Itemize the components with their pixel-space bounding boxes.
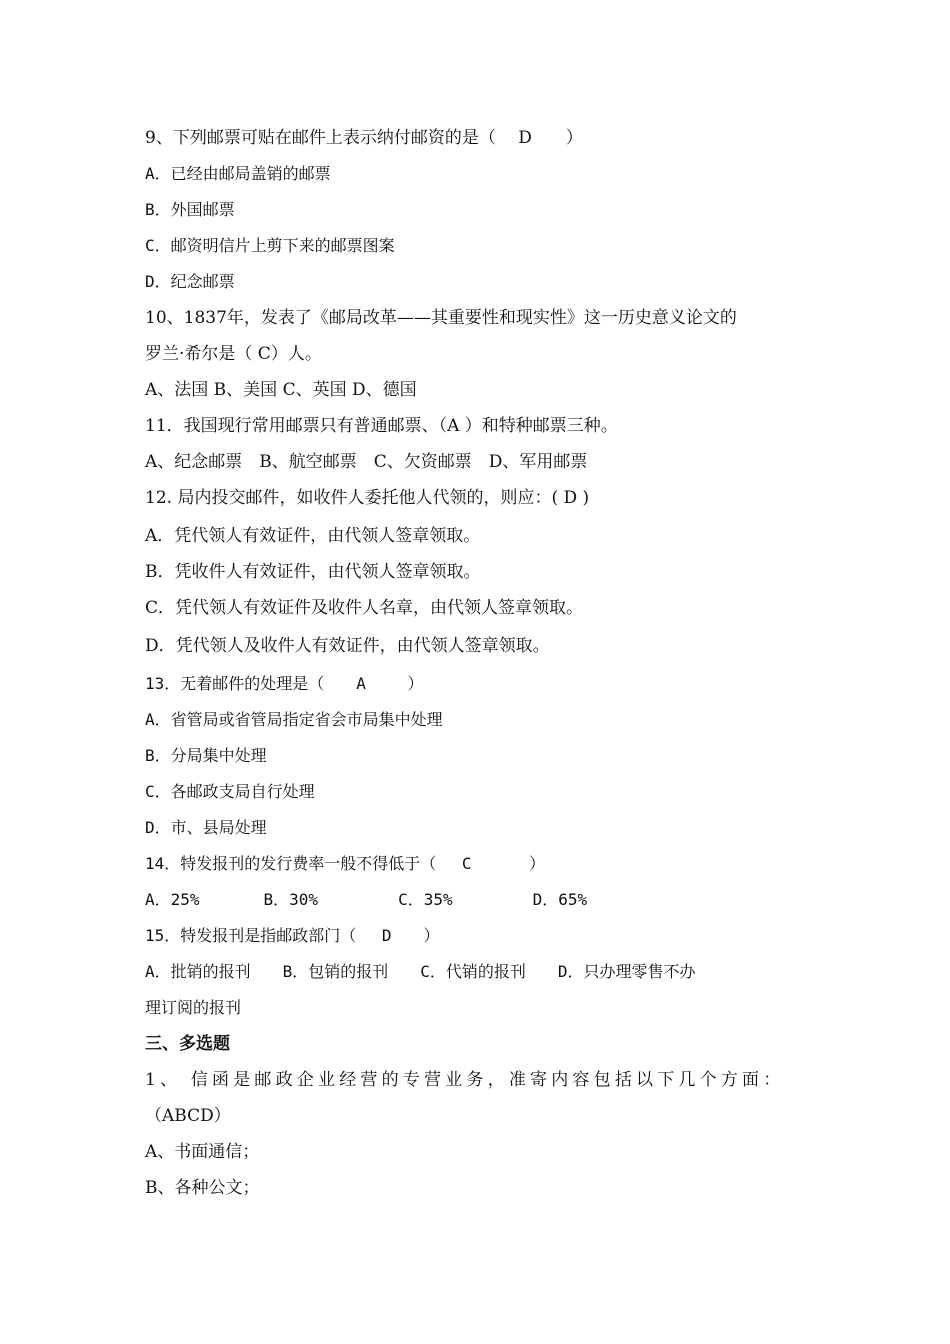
q13-option-c: C．各邮政支局自行处理 (145, 782, 315, 801)
q9-option-c: C．邮资明信片上剪下来的邮票图案 (145, 236, 395, 255)
q9-option-a: A．已经由邮局盖销的邮票 (145, 164, 331, 183)
question-14: 14．特发报刊的发行费率一般不得低于（ C ） (145, 854, 546, 873)
question-10: 10、1837年，发表了《邮局改革——其重要性和现实性》这一历史意义论文的 (145, 308, 737, 328)
multi-question-1: 1、 信函是邮政企业经营的专营业务，准寄内容包括以下几个方面： (145, 1070, 785, 1090)
question-10-cont: 罗兰·希尔是（ C）人。 (145, 344, 322, 364)
q12-option-a: A．凭代领人有效证件，由代领人签章领取。 (145, 526, 481, 546)
q9-option-d: D．纪念邮票 (145, 272, 235, 291)
multi-q1-option-a: A、书面通信； (145, 1142, 260, 1162)
q13-option-a: A．省管局或省管局指定省会市局集中处理 (145, 710, 443, 729)
question-11: 11．我国现行常用邮票只有普通邮票、（A ）和特种邮票三种。 (145, 416, 618, 436)
question-15: 15．特发报刊是指邮政部门（ D ） (145, 926, 440, 945)
q15-options-cont: 理订阅的报刊 (145, 998, 242, 1017)
q12-option-c: C．凭代领人有效证件及收件人名章，由代领人签章领取。 (145, 598, 584, 618)
q10-options: A、法国 B、美国 C、英国 D、德国 (145, 380, 417, 400)
q9-option-b: B．外国邮票 (145, 200, 235, 219)
question-13: 13．无着邮件的处理是（ A ） (145, 674, 424, 693)
q12-option-b: B．凭收件人有效证件，由代领人签章领取。 (145, 562, 481, 582)
q11-options: A、纪念邮票 B、航空邮票 C、欠资邮票 D、军用邮票 (145, 452, 588, 472)
question-12: 12. 局内投交邮件，如收件人委托他人代领的，则应：( D ) (145, 488, 590, 508)
q13-option-b: B．分局集中处理 (145, 746, 267, 765)
multi-question-1-answer: （ABCD） (145, 1106, 231, 1126)
question-9: 9、下列邮票可贴在邮件上表示纳付邮资的是（ D ） (145, 128, 583, 148)
q13-option-d: D．市、县局处理 (145, 818, 267, 837)
q12-option-d: D．凭代领人及收件人有效证件，由代领人签章领取。 (145, 636, 550, 656)
section-heading-multiple-choice: 三、多选题 (145, 1034, 230, 1054)
q14-options: A．25% B．30% C．35% D．65% (145, 890, 588, 909)
multi-q1-option-b: B、各种公文； (145, 1178, 260, 1198)
q15-options: A．批销的报刊 B．包销的报刊 C．代销的报刊 D．只办理零售不办 (145, 962, 696, 981)
